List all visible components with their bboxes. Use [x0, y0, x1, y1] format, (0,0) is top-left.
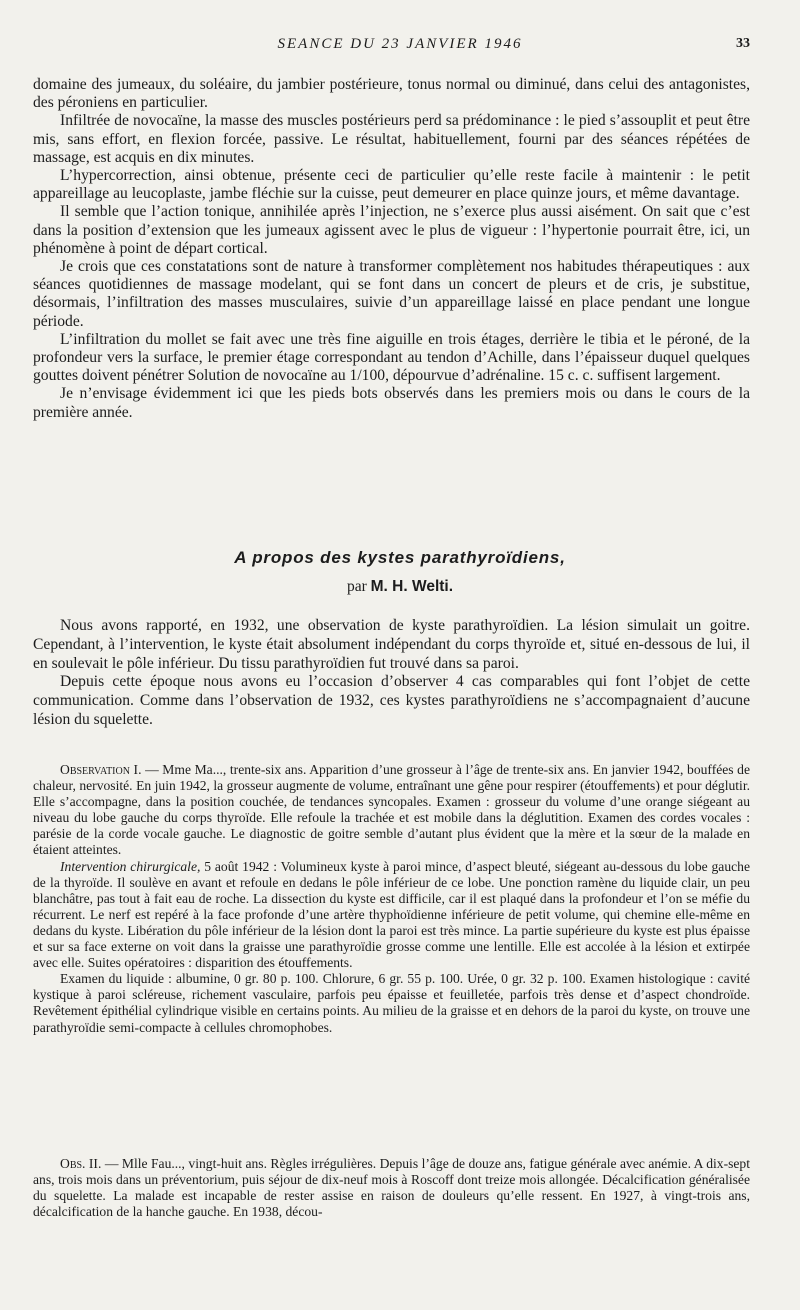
byline-prefix: par: [346, 578, 367, 595]
observation-1: [33, 762, 750, 1036]
article-intro: [33, 617, 750, 730]
observation-paragraph: [33, 762, 750, 859]
author-name: M. H. Welti.: [370, 578, 454, 595]
observation-label: Observation I.: [60, 762, 142, 777]
article-title: A propos des kystes parathyroïdiens,: [234, 548, 566, 567]
paragraph: Il semble que l’action tonique, annihilée après l’injection, ne s’exerce plus aussi aisément. On sait que c’est dans la position d’extension que les jumeaux agissent avec le plus de vigueur : l’hypertonie pourrait être, ici, un phénomène à point de départ cortical.: [33, 203, 750, 257]
observation-paragraph: [33, 1156, 750, 1220]
paragraph: domaine des jumeaux, du soléaire, du jambier postérieure, tonus normal ou diminué, dans celui des antagonistes, des péroniens en particulier.: [33, 76, 750, 112]
paragraph: Je n’envisage évidemment ici que les pieds bots observés dans les premiers mois ou dans le cours de la première année.: [33, 385, 750, 421]
paragraph: Infiltrée de novocaïne, la masse des muscles postérieurs perd sa prédominance : le pied s’assouplit et peut être mis, sans effort, en flexion forcée, passive. Le résultat, habituellement, fourni par des séances répétées de massage, est acquis en dix minutes.: [33, 112, 750, 166]
observation-body: — Mme Ma..., trente-six ans. Apparition d’une grosseur à l’âge de trente-six ans. En janvier 1942, bouffées de chaleur, nervosité. En juin 1942, la grosseur augmente de volume, entraînant une gêne pour respirer (étouffements) et pour déglutir. Elle s’accompagne, dans la position couchée, de tendances syncopales. Examen : grosseur du volume d’une orange siégeant au niveau du lobe gauche du corps thyroïde. Elle refoule la trachée et est mobile dans la déglutition. Examen des cordes vocales : parésie de la corde vocale gauche. Le diagnostic de goitre semble d’autant plus évident que la mère et la sœur de la malade en étaient atteintes.: [33, 762, 751, 858]
observation-body: — Mlle Fau..., vingt-huit ans. Règles irrégulières. Depuis l’âge de douze ans, fatigue générale avec anémie. A dix-sept ans, trois mois dans un préventorium, puis séjour de dix-neuf mois à Roscoff dont treize mois allongée. Décalcification généralisée du squelette. La malade est incapable de rester assise en raison de douleurs qu’elle ressent. En 1927, à vingt-trois ans, décalcification de la hanche gauche. En 1938, décou-: [33, 1156, 750, 1220]
byline: [0, 578, 800, 596]
page-number: 33: [736, 36, 750, 51]
paragraph: Nous avons rapporté, en 1932, une observation de kyste parathyroïdien. La lésion simulait un goitre. Cependant, à l’intervention, le kyste était absolument indépendant du corps thyroïde et, situé en-dessous de lui, il en soulevait le pôle inférieur. Du tissu parathyroïdien fut trouvé dans sa paroi.: [33, 617, 750, 672]
intervention-body: 5 août 1942 : Volumineux kyste à paroi mince, d’aspect bleuté, siégeant au-dessous du lobe gauche de la thyroïde. Il soulève en avant et refoule en dedans le pôle inférieur de ce lobe. Une ponction ramène du liquide clair, un peu blanchâtre, pas tout à fait eau de roche. La dissection du kyste est difficile, car il est plaqué dans la profondeur et l’on se méfie du récurrent. Le nerf est repéré à la face profonde d’une artère thyphoïdienne inférieure de petit volume, qui chemine elle-même en dedans du kyste. Libération du pôle inférieur de la lésion dont la paroi est très mince. La partie supérieure du kyste est plus épaisse et sur sa face externe on voit dans la graisse une parathyroïdie grosse comme une lentille. Elle est accolée à la lésion et extirpée avec elle. Suites opératoires : disparition des étouffements.: [33, 858, 750, 971]
paragraph: Depuis cette époque nous avons eu l’occasion d’observer 4 cas comparables qui font l’objet de cette communication. Comme dans l’observation de 1932, ces kystes parathyroïdiens ne s’accompagnaient d’aucune lésion du squelette.: [33, 673, 750, 728]
paragraph: L’hypercorrection, ainsi obtenue, présente ceci de particulier qu’elle reste facile à maintenir : le petit appareillage au leucoplaste, jambe fléchie sur la cuisse, peut demeurer en place quinze jours, et même davantage.: [33, 167, 750, 203]
observation-2: [33, 1156, 750, 1220]
paragraph: L’infiltration du mollet se fait avec une très fine aiguille en trois étages, derrière le tibia et le péroné, de la profondeur vers la surface, le premier étage correspondant au tendon d’Achille, dans l’épaisseur duquel quelques gouttes doivent pénétrer Solution de novocaïne au 1/100, dépourvue d’adrénaline. 15 c. c. suffisent largement.: [33, 330, 750, 385]
continued-article-text: [33, 76, 750, 422]
running-title: SEANCE DU 23 JANVIER 1946: [277, 36, 523, 52]
analysis-paragraph: Examen du liquide : albumine, 0 gr. 80 p. 100. Chlorure, 6 gr. 55 p. 100. Urée, 0 gr. 32 p. 100. Examen histologique : cavité kystique à paroi scléreuse, richement vasculaire, parfois peu épaisse et feuilletée, parfois très dense et d’aspect chondroïde. Revêtement épithélial cylindrique visible en certains points. Au milieu de la graisse et en dehors de la paroi du kyste, on trouve une parathyroïdie semi-compacte à cellules chromophobes.: [33, 971, 750, 1035]
paragraph: Je crois que ces constatations sont de nature à transformer complètement nos habitudes thérapeutiques : aux séances quotidiennes de massage modelant, qui se font dans un concert de pleurs et de cris, je substitue, désormais, l’infiltration des masses musculaires, suivie d’un appareillage laissé en place pendant une longue période.: [33, 258, 750, 330]
observation-label: Obs. II.: [60, 1156, 102, 1171]
intervention-paragraph: [33, 859, 750, 972]
intervention-label: Intervention chirurgicale,: [60, 858, 201, 874]
page-header: [0, 36, 800, 60]
